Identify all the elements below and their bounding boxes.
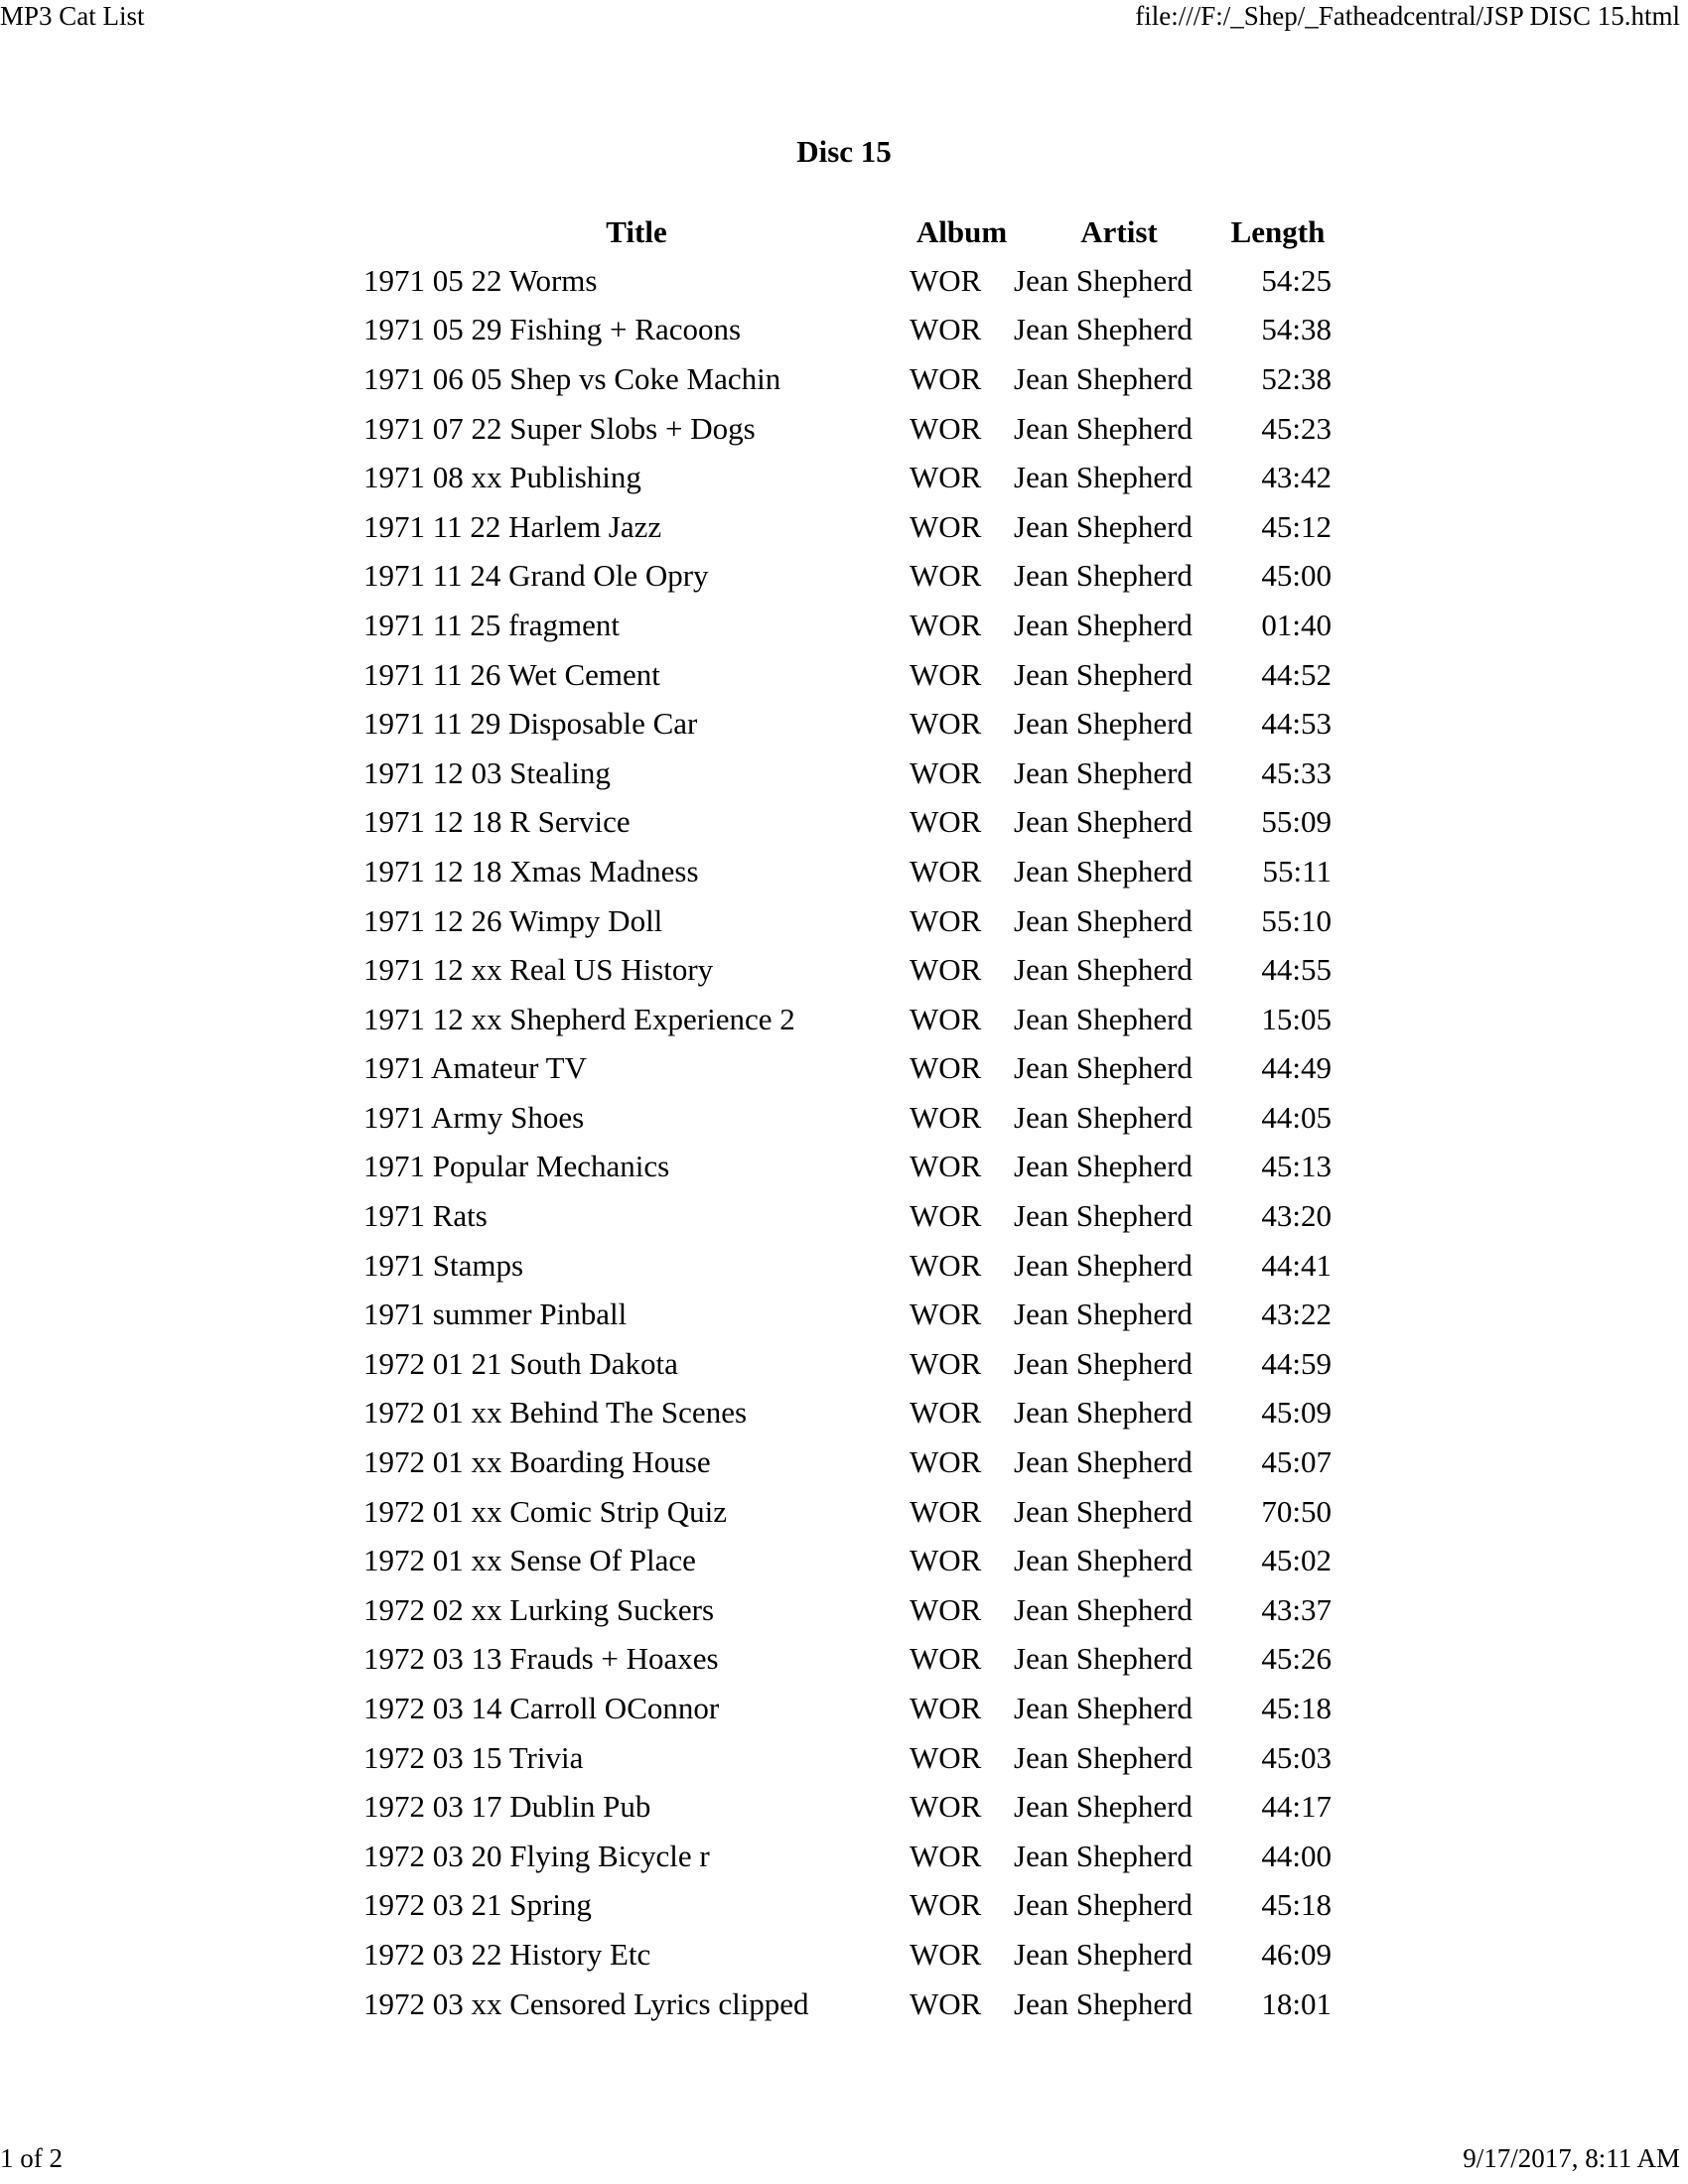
track-title: 1971 11 22 Harlem Jazz	[363, 508, 662, 544]
track-length: 18:01	[1261, 1985, 1332, 2021]
track-title: 1971 12 xx Real US History	[363, 952, 714, 988]
track-artist: Jean Shepherd	[1014, 754, 1193, 790]
track-title: 1971 Amateur TV	[363, 1050, 588, 1086]
track-album: WOR	[910, 1198, 982, 1234]
track-length: 43:20	[1261, 1198, 1332, 1234]
track-artist: Jean Shepherd	[1014, 1838, 1193, 1873]
track-length: 46:09	[1261, 1936, 1332, 1972]
track-album: WOR	[910, 1543, 982, 1578]
track-artist: Jean Shepherd	[1014, 1985, 1193, 2021]
track-length: 44:00	[1261, 1838, 1332, 1873]
track-artist: Jean Shepherd	[1014, 1493, 1193, 1529]
track-length: 43:22	[1261, 1297, 1332, 1332]
track-title: 1972 03 20 Flying Bicycle r	[363, 1838, 710, 1873]
track-album: WOR	[910, 1050, 982, 1086]
track-title: 1972 01 xx Sense Of Place	[363, 1543, 696, 1578]
track-length: 45:00	[1261, 558, 1332, 594]
track-title: 1971 11 26 Wet Cement	[363, 656, 660, 692]
track-artist: Jean Shepherd	[1014, 1789, 1193, 1825]
track-album: WOR	[910, 360, 982, 396]
track-artist: Jean Shepherd	[1014, 1444, 1193, 1480]
track-album: WOR	[910, 1297, 982, 1332]
track-album: WOR	[910, 1641, 982, 1677]
track-album: WOR	[910, 1099, 982, 1135]
track-artist: Jean Shepherd	[1014, 1247, 1193, 1283]
track-album: WOR	[910, 262, 982, 298]
track-album: WOR	[910, 312, 982, 347]
table-row	[363, 552, 1332, 602]
track-title: 1972 02 xx Lurking Suckers	[363, 1591, 715, 1627]
table-row	[363, 354, 1332, 404]
track-length: 15:05	[1261, 1001, 1332, 1036]
track-title: 1971 12 18 Xmas Madness	[363, 853, 699, 888]
track-title: 1971 12 03 Stealing	[363, 754, 611, 790]
track-artist: Jean Shepherd	[1014, 558, 1193, 594]
track-album: WOR	[910, 460, 982, 495]
track-title: 1971 summer Pinball	[363, 1297, 628, 1332]
table-row	[363, 1733, 1332, 1783]
track-album: WOR	[910, 1149, 982, 1184]
table-row	[363, 1487, 1332, 1537]
page-count: 1 of 2	[0, 2143, 63, 2173]
track-album: WOR	[910, 952, 982, 988]
track-album: WOR	[910, 1838, 982, 1873]
table-row	[363, 1290, 1332, 1339]
track-title: 1971 Army Shoes	[363, 1099, 585, 1135]
table-row	[363, 256, 1332, 306]
track-length: 45:02	[1261, 1543, 1332, 1578]
track-title: 1971 12 26 Wimpy Doll	[363, 902, 663, 938]
column-header-title: Title	[606, 214, 667, 249]
track-length: 44:53	[1261, 706, 1332, 742]
print-timestamp: 9/17/2017, 8:11 AM	[1463, 2143, 1680, 2173]
track-title: 1971 12 18 R Service	[363, 804, 631, 840]
track-album: WOR	[910, 656, 982, 692]
column-header-artist: Artist	[1080, 214, 1158, 249]
disc-title: Disc 15	[796, 134, 892, 169]
track-title: 1972 03 14 Carroll OConnor	[363, 1691, 720, 1726]
track-album: WOR	[910, 804, 982, 840]
track-artist: Jean Shepherd	[1014, 460, 1193, 495]
table-row	[363, 1930, 1332, 1979]
track-artist: Jean Shepherd	[1014, 1936, 1193, 1972]
track-artist: Jean Shepherd	[1014, 804, 1193, 840]
track-length: 54:25	[1261, 262, 1332, 298]
track-title: 1972 03 15 Trivia	[363, 1739, 584, 1775]
track-album: WOR	[910, 1591, 982, 1627]
track-title: 1971 11 24 Grand Ole Opry	[363, 558, 709, 594]
track-artist: Jean Shepherd	[1014, 1198, 1193, 1234]
track-artist: Jean Shepherd	[1014, 706, 1193, 742]
track-length: 44:55	[1261, 952, 1332, 988]
table-row	[363, 945, 1332, 995]
track-album: WOR	[910, 1395, 982, 1431]
track-album: WOR	[910, 1985, 982, 2021]
track-album: WOR	[910, 853, 982, 888]
track-album: WOR	[910, 902, 982, 938]
track-album: WOR	[910, 1789, 982, 1825]
table-row	[363, 1093, 1332, 1143]
column-header-album: Album	[915, 214, 1008, 249]
track-length: 45:09	[1261, 1395, 1332, 1431]
table-row	[363, 1635, 1332, 1685]
track-length: 54:38	[1261, 312, 1332, 347]
track-title: 1972 01 xx Boarding House	[363, 1444, 711, 1480]
track-album: WOR	[910, 1691, 982, 1726]
track-artist: Jean Shepherd	[1014, 656, 1193, 692]
table-row	[363, 1536, 1332, 1585]
track-title: 1971 Popular Mechanics	[363, 1149, 670, 1184]
track-album: WOR	[910, 558, 982, 594]
track-title: 1971 07 22 Super Slobs + Dogs	[363, 410, 756, 446]
track-artist: Jean Shepherd	[1014, 508, 1193, 544]
track-title: 1972 01 xx Behind The Scenes	[363, 1395, 748, 1431]
table-row	[363, 1339, 1332, 1389]
table-row	[363, 601, 1332, 650]
track-artist: Jean Shepherd	[1014, 607, 1193, 642]
track-table	[363, 208, 1332, 2028]
track-length: 52:38	[1261, 360, 1332, 396]
track-artist: Jean Shepherd	[1014, 1543, 1193, 1578]
table-row	[363, 1684, 1332, 1733]
track-title: 1971 05 29 Fishing + Racoons	[363, 312, 742, 347]
track-artist: Jean Shepherd	[1014, 262, 1193, 298]
table-row	[363, 1782, 1332, 1832]
track-length: 45:33	[1261, 754, 1332, 790]
track-length: 44:17	[1261, 1789, 1332, 1825]
table-row	[363, 1044, 1332, 1094]
table-row	[363, 1437, 1332, 1487]
track-title: 1971 11 25 fragment	[363, 607, 620, 642]
track-title: 1972 03 17 Dublin Pub	[363, 1789, 651, 1825]
track-length: 45:18	[1261, 1691, 1332, 1726]
track-album: WOR	[910, 508, 982, 544]
table-row	[363, 453, 1332, 502]
track-title: 1971 12 xx Shepherd Experience 2	[363, 1001, 795, 1036]
track-length: 44:59	[1261, 1345, 1332, 1381]
table-row	[363, 749, 1332, 798]
table-row	[363, 306, 1332, 355]
table-header-row	[363, 208, 1332, 256]
table-row	[363, 650, 1332, 700]
track-title: 1972 03 22 History Etc	[363, 1936, 651, 1972]
page-header-url: file:///F:/_Shep/_Fatheadcentral/JSP DISC 15.html	[1135, 1, 1680, 31]
track-album: WOR	[910, 1247, 982, 1283]
track-artist: Jean Shepherd	[1014, 1691, 1193, 1726]
track-title: 1971 08 xx Publishing	[363, 460, 641, 495]
track-artist: Jean Shepherd	[1014, 952, 1193, 988]
track-title: 1972 01 xx Comic Strip Quiz	[363, 1493, 727, 1529]
track-title: 1972 03 13 Frauds + Hoaxes	[363, 1641, 719, 1677]
track-length: 55:11	[1262, 853, 1332, 888]
table-row	[363, 1832, 1332, 1881]
track-table-body	[363, 256, 1332, 2028]
track-length: 45:12	[1261, 508, 1332, 544]
track-album: WOR	[910, 1345, 982, 1381]
track-artist: Jean Shepherd	[1014, 410, 1193, 446]
column-header-length: Length	[1230, 214, 1326, 249]
track-artist: Jean Shepherd	[1014, 1345, 1193, 1381]
table-row	[363, 1979, 1332, 2029]
track-artist: Jean Shepherd	[1014, 1887, 1193, 1923]
track-length: 70:50	[1261, 1493, 1332, 1529]
table-row	[363, 1191, 1332, 1241]
track-title: 1971 Stamps	[363, 1247, 524, 1283]
track-length: 45:26	[1261, 1641, 1332, 1677]
track-album: WOR	[910, 706, 982, 742]
track-album: WOR	[910, 754, 982, 790]
page-header-title: MP3 Cat List	[0, 1, 145, 31]
track-artist: Jean Shepherd	[1014, 1739, 1193, 1775]
track-album: WOR	[910, 607, 982, 642]
track-title: 1971 Rats	[363, 1198, 488, 1234]
track-length: 55:10	[1261, 902, 1332, 938]
track-length: 44:05	[1261, 1099, 1332, 1135]
table-row	[363, 404, 1332, 454]
track-artist: Jean Shepherd	[1014, 312, 1193, 347]
track-length: 45:23	[1261, 410, 1332, 446]
table-row	[363, 847, 1332, 896]
track-length: 45:07	[1261, 1444, 1332, 1480]
track-title: 1972 03 21 Spring	[363, 1887, 592, 1923]
track-length: 45:13	[1261, 1149, 1332, 1184]
table-row	[363, 502, 1332, 552]
track-length: 01:40	[1261, 607, 1332, 642]
track-album: WOR	[910, 1887, 982, 1923]
track-album: WOR	[910, 410, 982, 446]
track-length: 43:42	[1261, 460, 1332, 495]
table-row	[363, 798, 1332, 848]
track-title: 1971 06 05 Shep vs Coke Machin	[363, 360, 781, 396]
track-album: WOR	[910, 1001, 982, 1036]
table-row	[363, 1585, 1332, 1635]
track-title: 1972 01 21 South Dakota	[363, 1345, 678, 1381]
track-artist: Jean Shepherd	[1014, 1001, 1193, 1036]
track-length: 45:18	[1261, 1887, 1332, 1923]
track-length: 55:09	[1261, 804, 1332, 840]
table-row	[363, 1143, 1332, 1192]
track-length: 45:03	[1261, 1739, 1332, 1775]
table-row	[363, 1881, 1332, 1931]
track-artist: Jean Shepherd	[1014, 902, 1193, 938]
track-album: WOR	[910, 1493, 982, 1529]
table-row	[363, 699, 1332, 749]
track-artist: Jean Shepherd	[1014, 1297, 1193, 1332]
track-artist: Jean Shepherd	[1014, 1099, 1193, 1135]
track-artist: Jean Shepherd	[1014, 1395, 1193, 1431]
table-row	[363, 995, 1332, 1044]
track-length: 44:41	[1261, 1247, 1332, 1283]
track-length: 43:37	[1261, 1591, 1332, 1627]
track-title: 1971 11 29 Disposable Car	[363, 706, 698, 742]
track-artist: Jean Shepherd	[1014, 1591, 1193, 1627]
table-row	[363, 896, 1332, 946]
table-row	[363, 1389, 1332, 1438]
track-title: 1971 05 22 Worms	[363, 262, 598, 298]
track-title: 1972 03 xx Censored Lyrics clipped	[363, 1985, 809, 2021]
table-row	[363, 1241, 1332, 1291]
track-artist: Jean Shepherd	[1014, 853, 1193, 888]
track-length: 44:52	[1261, 656, 1332, 692]
track-album: WOR	[910, 1444, 982, 1480]
track-artist: Jean Shepherd	[1014, 1641, 1193, 1677]
track-artist: Jean Shepherd	[1014, 1149, 1193, 1184]
track-album: WOR	[910, 1936, 982, 1972]
track-length: 44:49	[1261, 1050, 1332, 1086]
track-artist: Jean Shepherd	[1014, 1050, 1193, 1086]
track-artist: Jean Shepherd	[1014, 360, 1193, 396]
track-album: WOR	[910, 1739, 982, 1775]
